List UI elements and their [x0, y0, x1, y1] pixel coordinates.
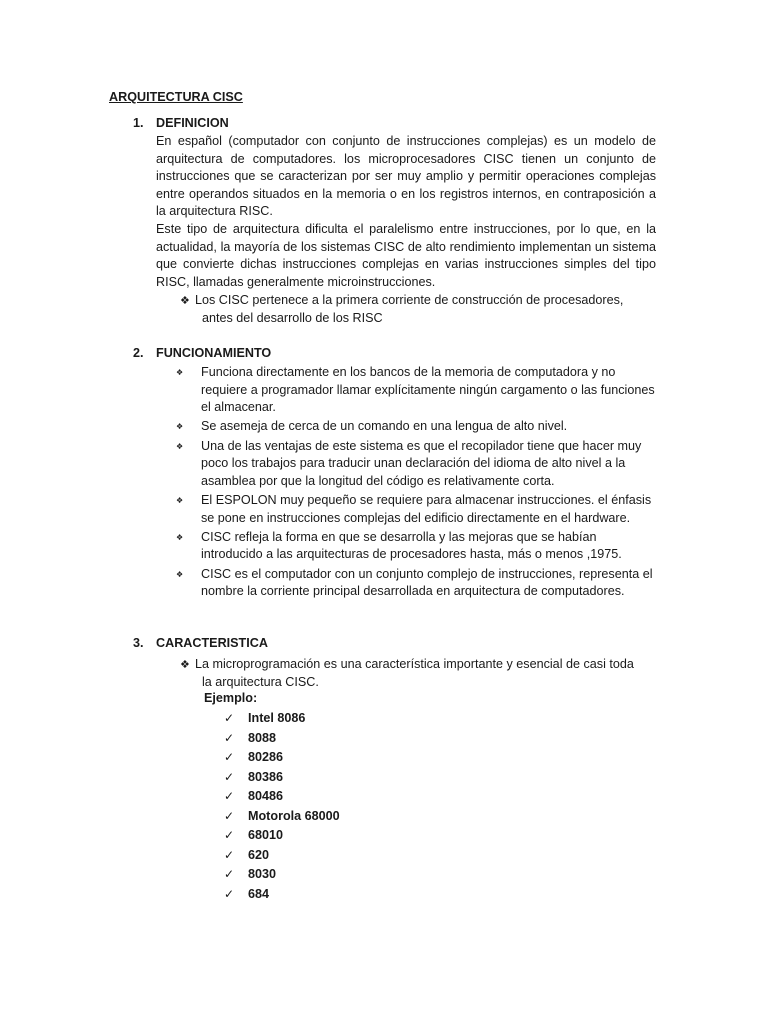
section-heading-caracteristica [133, 635, 268, 653]
example-text: 684 [248, 886, 270, 901]
list-item [224, 866, 340, 886]
diamond-bullet-icon: ❖ [176, 422, 184, 432]
paragraph: Este tipo de arquitectura dificulta el paralelismo entre instrucciones, por lo que, en la actualidad, la mayoría de los sistemas CISC de alto rendimiento implementan un sistema que convierte dichas instrucciones complejas en varias instrucciones simples del tipo RISC, llamadas generalmente microinstrucciones. [156, 221, 656, 289]
section-number: 3. [133, 636, 144, 650]
example-list [224, 710, 340, 905]
checkmark-icon: ✓ [224, 808, 235, 823]
list-item [224, 847, 340, 867]
caracteristica-diamond-item [180, 656, 650, 691]
diamond-bullet-icon: ❖ [176, 495, 184, 505]
definicion-diamond-item [180, 292, 650, 327]
checkmark-icon: ✓ [224, 789, 235, 803]
diamond-bullet-icon: ❖ [176, 368, 184, 377]
checkmark-icon: ✓ [224, 769, 235, 784]
checkmark-icon: ✓ [224, 867, 235, 881]
diamond-bullet-icon: ❖ [176, 532, 184, 542]
section-number: 1. [133, 116, 144, 130]
diamond-item-text: la arquitectura CISC. [202, 674, 319, 689]
checkmark-icon: ✓ [224, 886, 235, 901]
list-item [224, 827, 340, 847]
example-text: 68010 [248, 828, 284, 842]
diamond-item-text: antes del desarrollo de los RISC [202, 310, 383, 325]
document-title: ARQUITECTURA CISC [109, 90, 243, 104]
checkmark-icon: ✓ [224, 828, 235, 842]
example-text: 80286 [248, 750, 284, 764]
list-item [176, 364, 656, 417]
diamond-item-text: La microprogramación es una característica importante y esencial de casi toda [195, 657, 634, 671]
list-item [176, 529, 656, 564]
list-item-text: Se asemeja de cerca de un comando en una lengua de alto nivel. [201, 419, 568, 434]
section-heading-funcionamiento [133, 345, 271, 363]
checkmark-icon: ✓ [224, 750, 235, 764]
checkmark-icon: ✓ [224, 847, 235, 862]
list-item [176, 438, 656, 491]
diamond-item-text: Los CISC pertenece a la primera corriente de construcción de procesadores, [195, 293, 624, 307]
list-item [224, 749, 340, 769]
section-title: CARACTERISTICA [156, 636, 268, 650]
list-item [224, 788, 340, 808]
list-item [224, 886, 340, 906]
list-item [224, 710, 340, 730]
section-title: DEFINICION [156, 116, 229, 130]
paragraph: En español (computador con conjunto de instrucciones complejas) es un modelo de arquitectura de computadores. los microprocesadores CISC tienen un conjunto de instrucciones que se caracterizan por ser muy amplio y permitir operaciones complejas entre operandos situados en la memoria o en los registros internos, en contraposición a la arquitectura RISC. [156, 134, 656, 219]
list-item-text: CISC es el computador con un conjunto complejo de instrucciones, representa el nombre la corriente principal desarrollada en arquitectura de computadores. [201, 566, 653, 599]
list-item-text: Una de las ventajas de este sistema es que el recopilador tiene que hacer muy poco los trabajos para traducir unan declaración del idioma de alto nivel a la asamblea por que la longitud del código es relativamente corta. [201, 438, 642, 488]
funcionamiento-list [176, 364, 656, 602]
section-title: FUNCIONAMIENTO [156, 346, 272, 360]
example-text: 8088 [248, 730, 277, 745]
section-number: 2. [133, 346, 144, 360]
diamond-bullet-icon: ❖ [176, 441, 184, 451]
list-item [224, 769, 340, 789]
list-item [224, 730, 340, 750]
list-item [176, 492, 656, 527]
checkmark-icon: ✓ [224, 711, 235, 725]
example-text: 620 [248, 847, 270, 862]
list-item-text: CISC refleja la forma en que se desarrolla y las mejoras que se habían introducido a las arquitecturas de procesadores hasta, más o menos ,1975. [201, 529, 622, 562]
definicion-paragraphs [156, 133, 656, 291]
list-item-text: Funciona directamente en los bancos de la memoria de computadora y no requiere a programador llamar explícitamente ningún cargamento o las funciones el almacenar. [201, 365, 655, 415]
diamond-bullet-icon: ❖ [180, 294, 190, 307]
example-text: 8030 [248, 867, 277, 881]
list-item [224, 808, 340, 828]
section-heading-definicion [133, 115, 229, 133]
example-text: 80486 [248, 789, 284, 803]
list-item [176, 418, 656, 436]
example-text: Motorola 68000 [248, 808, 340, 823]
diamond-bullet-icon: ❖ [180, 658, 190, 671]
example-text: 80386 [248, 769, 284, 784]
list-item [176, 566, 656, 601]
example-label: Ejemplo: [204, 691, 258, 705]
diamond-bullet-icon: ❖ [176, 569, 184, 579]
example-text: Intel 8086 [248, 711, 306, 725]
list-item-text: El ESPOLON muy pequeño se requiere para almacenar instrucciones. el énfasis se pone en instrucciones complejas del edificio directamente en el hardware. [201, 492, 652, 525]
checkmark-icon: ✓ [224, 730, 235, 745]
